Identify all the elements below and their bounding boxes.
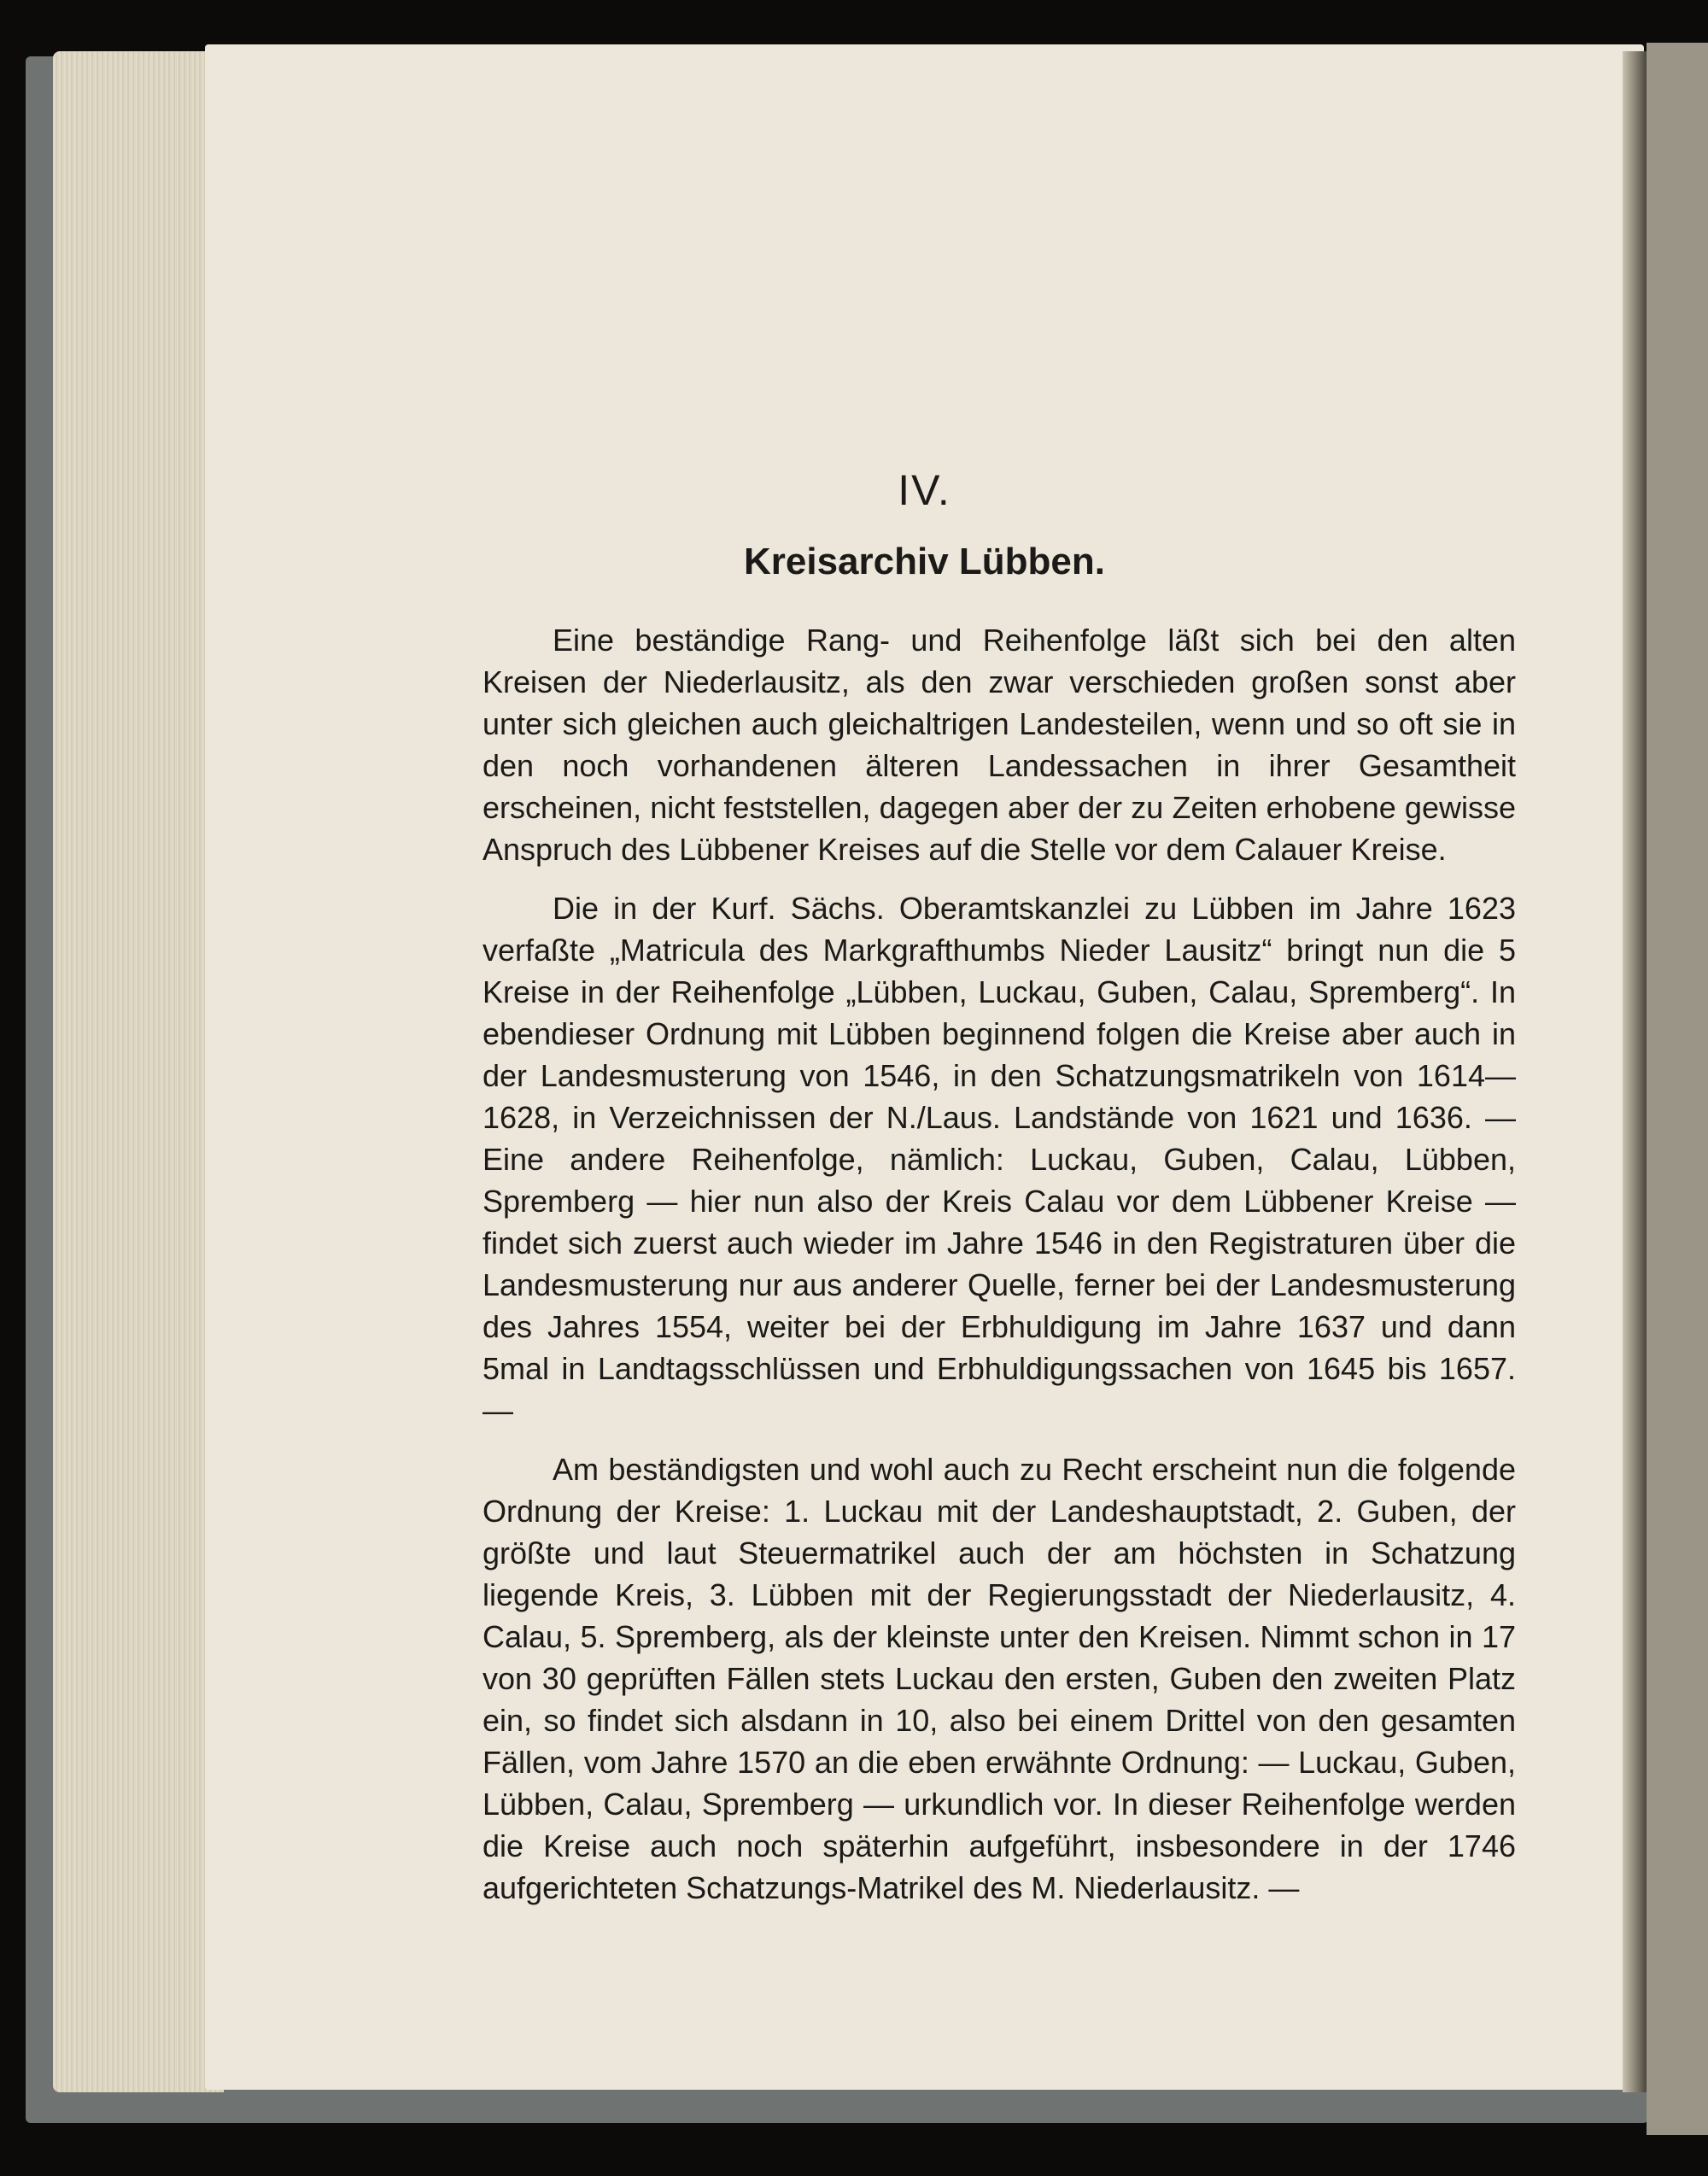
page-edges bbox=[53, 51, 224, 2092]
chapter-title: Kreisarchiv Lübben. bbox=[743, 541, 1105, 582]
facing-page-edge bbox=[1647, 43, 1708, 2135]
book-gutter bbox=[1623, 51, 1647, 2092]
chapter-number: IV. bbox=[898, 466, 951, 514]
paragraph-1: Eine beständige Rang- und Reihenfolge läßt sich bei den alten Kreisen der Niederlausitz, als den zwar verschieden großen sonst aber unter sich gleichen auch gleichaltrigen Landesteilen, wenn und so oft sie in den noch vorhandenen älteren Landessachen in ihrer Gesamtheit erscheinen, nicht feststellen, dagegen aber der zu Zeiten erhobene gewisse Anspruch des Lübbener Kreises auf die Stelle vor dem Calauer Kreise. bbox=[483, 623, 1516, 867]
paragraph-2: Die in der Kurf. Sächs. Oberamtskanzlei zu Lübben im Jahre 1623 verfaßte „Matricula des Markgrafthumbs Nieder Lausitz“ bringt nun die 5 Kreise in der Reihenfolge „Lübben, Luckau, Guben, Calau, Spremberg“. In ebendieser Ordnung mit Lübben beginnend folgen die Kreise aber auch in der Landesmusterung von 1546, in den Schatzungsmatrikeln von 1614—1628, in Verzeichnissen der N./Laus. Landstände von 1621 und 1636. — Eine andere Reihenfolge, nämlich: Luckau, Guben, Calau, Lübben, Spremberg — hier nun also der Kreis Calau vor dem Lübbener Kreise — findet sich zuerst auch wieder im Jahre 1546 in den Registraturen über die Landesmusterung nur aus anderer Quelle, ferner bei der Landesmusterung des Jahres 1554, weiter bei der Erbhuldigung im Jahre 1637 und dann 5mal in Landtagsschlüssen und Erbhuldigungssachen von 1645 bis 1657. — bbox=[483, 891, 1516, 1428]
body-text bbox=[483, 619, 1516, 1926]
paragraph-3: Am beständigsten und wohl auch zu Recht erscheint nun die folgende Ordnung der Kreise: 1. Luckau mit der Landeshauptstadt, 2. Guben, der größte und laut Steuermatrikel auch der am höchsten in Schatzung liegende Kreis, 3. Lübben mit der Regierungsstadt der Niederlausitz, 4. Calau, 5. Spremberg, als der kleinste unter den Kreisen. Nimmt schon in 17 von 30 geprüften Fällen stets Luckau den ersten, Guben den zweiten Platz ein, so findet sich alsdann in 10, also bei einem Drittel von den gesamten Fällen, vom Jahre 1570 an die eben erwähnte Ordnung: — Luckau, Guben, Lübben, Calau, Spremberg — urkundlich vor. In dieser Reihenfolge werden die Kreise auch noch späterhin aufgeführt, insbesondere in der 1746 aufgerichteten Schatzungs-Matrikel des M. Niederlausitz. — bbox=[483, 1452, 1516, 1905]
